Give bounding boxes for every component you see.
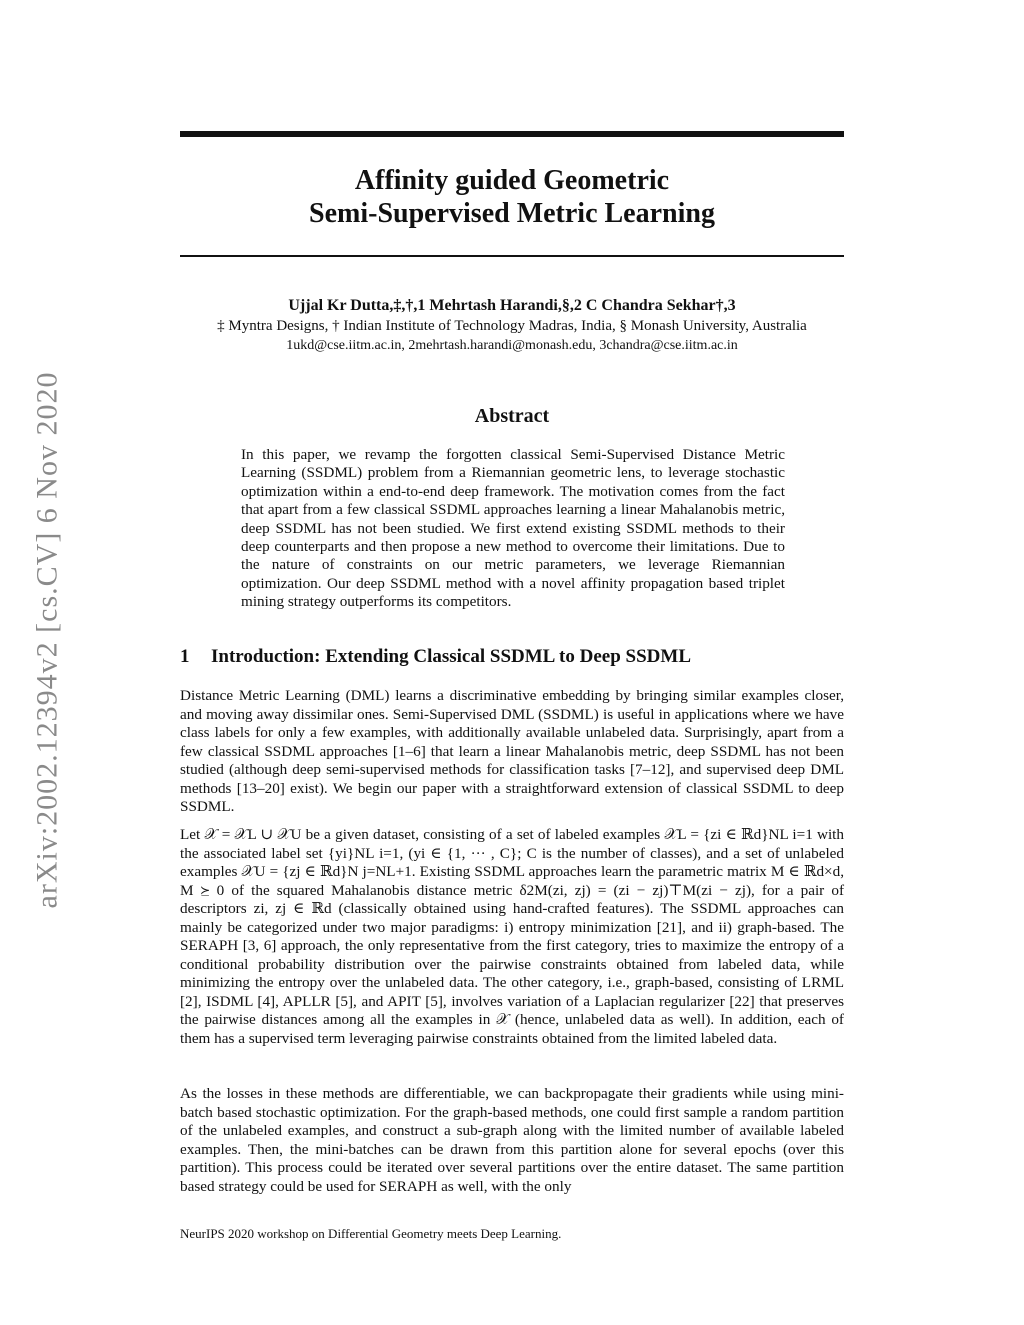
paper-title [180,164,844,230]
author-emails: 1ukd@cse.iitm.ac.in, 2mehrtash.harandi@monash.edu, 3chandra@cse.iitm.ac.in [286,338,738,353]
section-heading [180,646,844,668]
paragraph-1: Distance Metric Learning (DML) learns a discriminative embedding by bringing similar examples closer, and moving away dissimilar ones. Semi-Supervised DML (SSDML) is useful in applications where we have class labels for only a few examples, with additionally available unlabeled data. Surprisingly, apart from a few classical SSDML approaches [1–6] that learn a linear Mahalanobis metric, deep SSDML has not been studied (although deep semi-supervised methods for classification tasks [7–12], and supervised deep DML methods [13–20] exist). We begin our paper with a straightforward extension of classical SSDML to deep SSDML. [180,687,844,815]
author-block [180,296,844,356]
arxiv-stamp [22,350,72,930]
arxiv-stamp-text: arXiv:2002.12394v2 [cs.CV] 6 Nov 2020 [30,371,64,909]
paragraph-2: Let 𝒳 = 𝒳L ∪ 𝒳U be a given dataset, consisting of a set of labeled examples 𝒳L = {zi ∈ ℝd}NL i=1 with the associated label set {yi}NL i=1, (yi ∈ {1, ··· , C}; C is the number of classes), and a set of unlabeled examples 𝒳U = {zj ∈ ℝd}N j=NL+1. Existing SSDML approaches learn the parametric matrix M ∈ ℝd×d, M ⪰ 0 of the squared Mahalanobis distance metric δ2M(zi, zj) = (zi − zj)⊤M(zi − zj), for a pair of descriptors zi, zj ∈ ℝd (classically obtained using hand-crafted features). The SSDML approaches can mainly be categorized under two major paradigms: i) entropy minimization [21], and ii) graph-based. The SERAPH [3, 6] approach, the only representative from the first category, tries to maximize the entropy of a conditional probability distribution over the pairwise constraints obtained from labeled data, while minimizing the entropy over the unlabeled data. The other category, i.e., graph-based, consisting of LRML [2], ISDML [4], APLLR [5], and APIT [5], involves variation of a Laplacian regularizer [22] that preserves the pairwise distances among all the examples in 𝒳 (hence, unlabeled data as well). In addition, each of them has a supervised term leveraging pairwise constraints obtained from the limited labeled data. [180,826,844,1047]
title-line-2: Semi-Supervised Metric Learning [309,198,715,229]
title-line-1: Affinity guided Geometric [354,165,670,196]
author-affiliations: ‡ Myntra Designs, † Indian Institute of Technology Madras, India, § Monash University, Australia [217,318,807,334]
title-rule-top [180,131,844,137]
title-rule-bottom [180,255,844,257]
section-number: 1 [180,646,190,667]
section-title: Introduction: Extending Classical SSDML to Deep SSDML [211,646,691,667]
abstract-heading: Abstract [474,405,550,427]
paragraph-3: As the losses in these methods are differentiable, we can backpropagate their gradients while using mini-batch based stochastic optimization. For the graph-based methods, one could first sample a random partition of the unlabeled examples, and construct a sub-graph along with the limited number of available labeled examples. Then, the mini-batches can be drawn from this partition alone for several epochs (over this partition). This process could be iterated over several partitions over the entire dataset. The same partition based strategy could be used for SERAPH as well, with the only [180,1085,844,1195]
venue-footnote: NeurIPS 2020 workshop on Differential Geometry meets Deep Learning. [180,1226,562,1241]
author-names: Ujjal Kr Dutta,‡,†,1 Mehrtash Harandi,§,2 C Chandra Sekhar†,3 [288,297,736,314]
abstract-text: In this paper, we revamp the forgotten classical Semi-Supervised Distance Metric Learning (SSDML) problem from a Riemannian geometric lens, to leverage stochastic optimization within a end-to-end deep framework. The motivation comes from the fact that apart from a few classical SSDML approaches learning a linear Mahalanobis metric, deep SSDML has not been studied. We first extend existing SSDML methods to their deep counterparts and then propose a new method to overcome their limitations. Due to the nature of constraints on our metric parameters, we leverage Riemannian optimization. Our deep SSDML method with a novel affinity propagation based triplet mining strategy outperforms its competitors. [241,446,785,611]
